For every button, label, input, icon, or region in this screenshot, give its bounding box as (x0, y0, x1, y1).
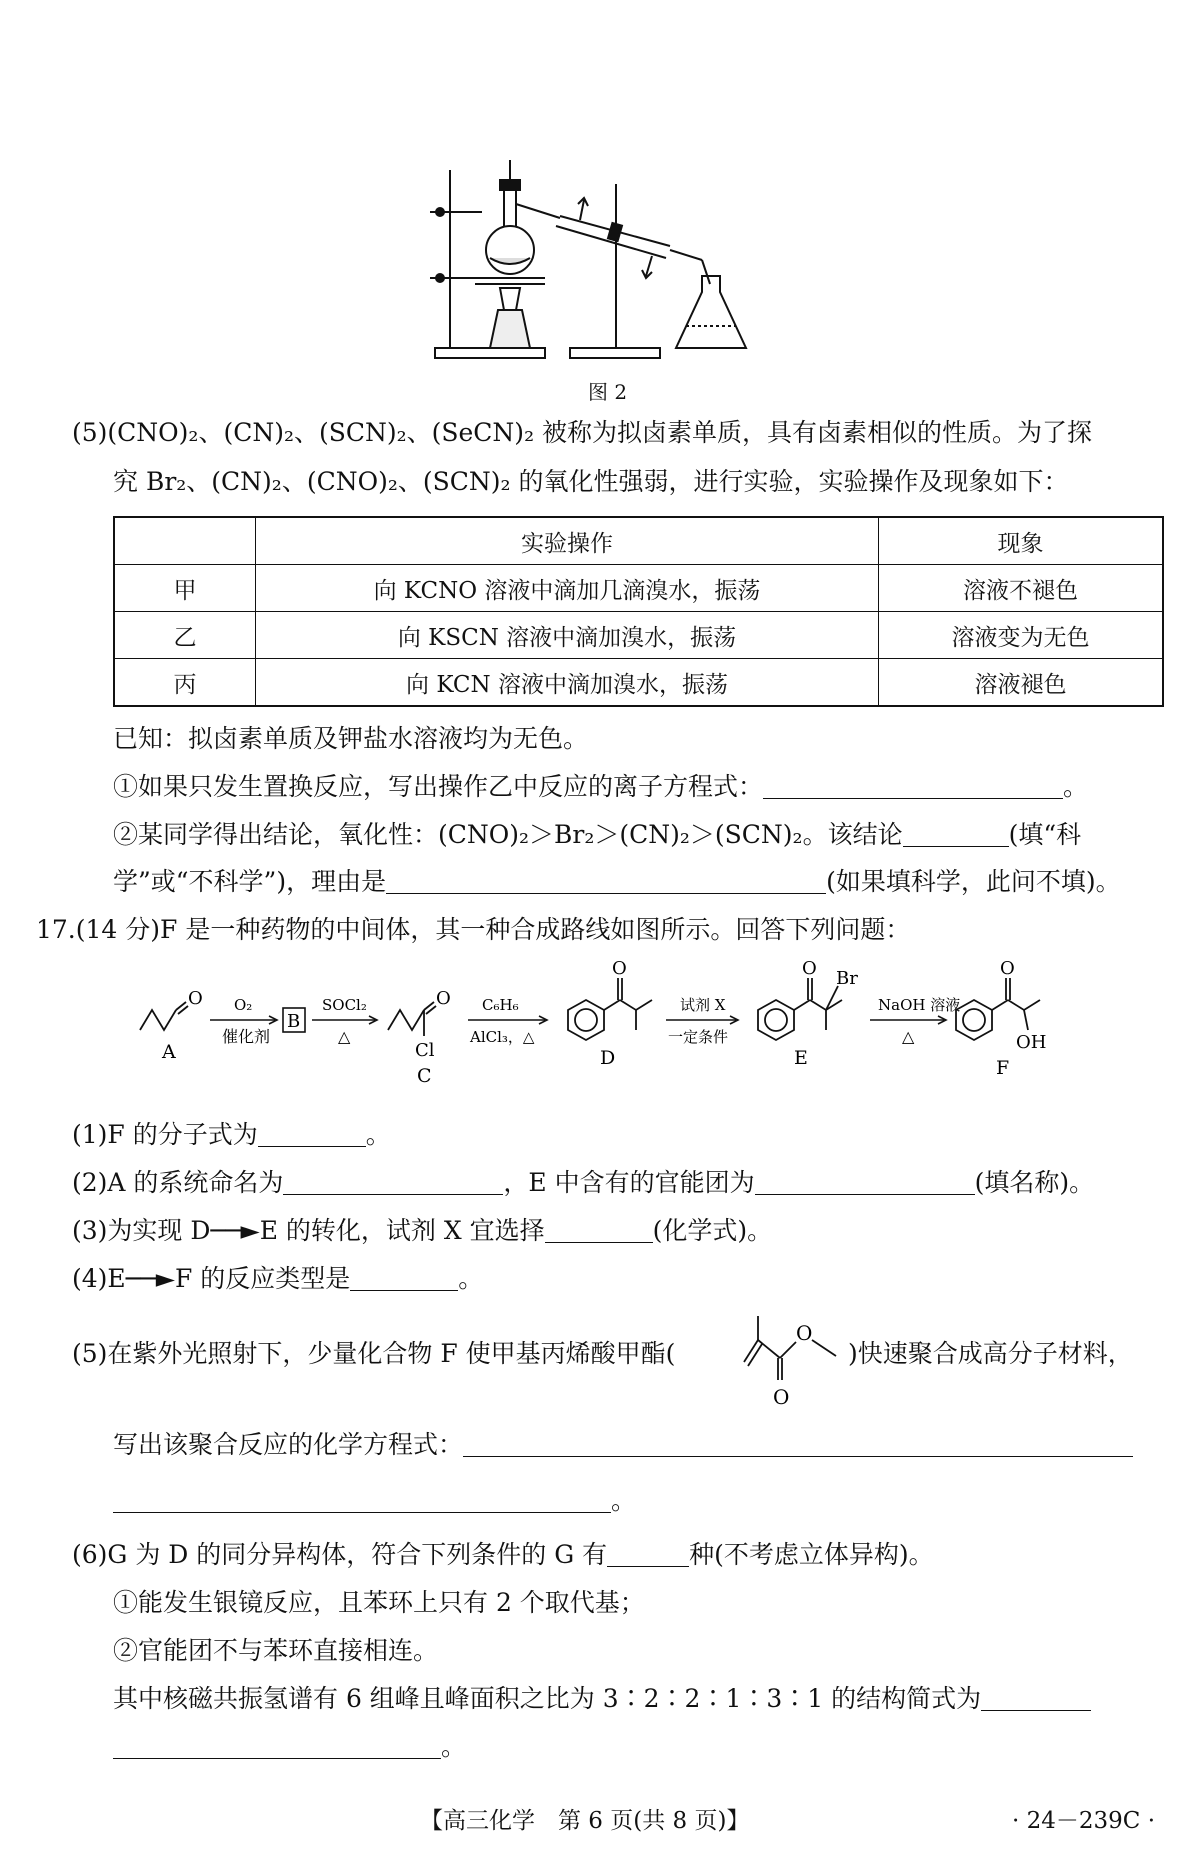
q17-condition2: ②官能团不与苯环直接相连。 (113, 1636, 439, 1665)
arrow-reagent-bottom: △ (902, 1027, 915, 1046)
label-C: C (417, 1065, 432, 1087)
answer-blank[interactable] (463, 1432, 1133, 1457)
arrow-reagent-top: C₆H₆ (482, 996, 519, 1014)
arrow-reagent-top: O₂ (234, 996, 253, 1014)
table-cell: 丙 (114, 659, 256, 707)
arrow-reagent-bottom: 一定条件 (668, 1028, 729, 1046)
arrow-reagent-bottom: AlCl₃，△ (470, 1028, 535, 1046)
part5-line2-text: 写出该聚合反应的化学方程式： (113, 1430, 464, 1459)
q17-part5-line3 (113, 1484, 636, 1518)
part2-a: (2)A 的系统命名为 (72, 1168, 284, 1197)
part6-a: (6)G 为 D 的同分异构体，符合下列条件的 G 有 (72, 1540, 608, 1569)
atom-o: O (612, 958, 627, 979)
part1-end: 。 (365, 1120, 391, 1149)
table-cell: 溶液变为无色 (879, 612, 1164, 659)
q17-part3 (72, 1214, 772, 1248)
answer-blank[interactable] (903, 822, 1009, 847)
arrow-reagent-bottom: △ (338, 1027, 351, 1046)
atom-o: O (796, 1321, 813, 1345)
table-cell: 甲 (114, 565, 256, 612)
table-row (114, 659, 1163, 707)
atom-o: O (188, 988, 203, 1009)
part3-b: (化学式)。 (652, 1216, 773, 1245)
atom-oh: OH (1016, 1032, 1047, 1053)
table-cell: 向 KSCN 溶液中滴加溴水，振荡 (256, 612, 879, 659)
sub1-end: 。 (1063, 772, 1089, 801)
answer-blank[interactable] (350, 1266, 458, 1291)
part4-end: 。 (458, 1264, 484, 1293)
answer-blank[interactable] (981, 1686, 1091, 1711)
answer-blank[interactable] (763, 774, 1063, 799)
part6-end: 。 (441, 1732, 467, 1761)
exam-code: · 24－239C · (1012, 1808, 1156, 1834)
known-info: 已知：拟卤素单质及钾盐水溶液均为无色。 (113, 724, 589, 753)
label-E: E (794, 1047, 808, 1069)
answer-blank[interactable] (545, 1218, 653, 1243)
atom-br: Br (836, 968, 858, 989)
arrow-reagent-top: 试剂 X (680, 996, 726, 1014)
q17-part6-line2 (113, 1730, 466, 1764)
answer-blank[interactable] (113, 1734, 441, 1759)
part1-text: (1)F 的分子式为 (72, 1120, 258, 1149)
sub2-line2-a: 学”或“不科学”)，理由是 (113, 867, 387, 896)
atom-o: O (436, 988, 451, 1009)
answer-blank[interactable] (283, 1170, 503, 1195)
label-D: D (600, 1047, 616, 1069)
table-cell: 乙 (114, 612, 256, 659)
sub1-text: ①如果只发生置换反应，写出操作乙中反应的离子方程式： (113, 772, 764, 801)
q17-part5-b: )快速聚合成高分子材料， (848, 1339, 1133, 1368)
q17-condition1: ①能发生银镜反应，且苯环上只有 2 个取代基； (113, 1588, 645, 1617)
part3-a: (3)为实现 D──►E 的转化，试剂 X 宜选择 (72, 1216, 545, 1245)
table-header-cell: 实验操作 (256, 517, 879, 565)
answer-blank[interactable] (386, 869, 826, 894)
table-cell: 向 KCN 溶液中滴加溴水，振荡 (256, 659, 879, 707)
atom-o: O (802, 958, 817, 979)
answer-blank[interactable] (607, 1542, 689, 1567)
q16-5-intro-line2: 究 Br₂、(CN)₂、(CNO)₂、(SCN)₂ 的氧化性强弱，进行实验，实验操作及现象如下： (113, 467, 1069, 496)
q17-part5-line2 (113, 1428, 1133, 1462)
sub2-tail: (填“科 (1008, 820, 1082, 849)
arrow-reagent-top: SOCl₂ (322, 996, 367, 1014)
table-cell: 溶液褪色 (879, 659, 1164, 707)
part2-b: ，E 中含有的官能团为 (503, 1168, 755, 1197)
label-F: F (996, 1057, 1010, 1079)
page-footer: 【高三化学 第 6 页(共 8 页)】 (420, 1808, 750, 1834)
label-B: B (287, 1011, 301, 1032)
synthesis-scheme (130, 958, 1110, 1118)
answer-blank[interactable] (113, 1488, 611, 1513)
q16-5-sub1 (113, 770, 1088, 804)
q17-part6 (72, 1538, 934, 1572)
q17-title: 17.(14 分)F 是一种药物的中间体，其一种合成路线如图所示。回答下列问题： (36, 915, 911, 944)
part6-nmr-text: 其中核磁共振氢谱有 6 组峰且峰面积之比为 3∶2∶2∶1∶3∶1 的结构简式为 (113, 1684, 982, 1713)
q17-part1 (72, 1118, 391, 1152)
q17-part5-a: (5)在紫外光照射下，少量化合物 F 使甲基丙烯酸甲酯( (72, 1339, 676, 1368)
answer-blank[interactable] (258, 1122, 366, 1147)
atom-o: O (1000, 958, 1015, 979)
table-row (114, 612, 1163, 659)
q17-part2 (72, 1166, 1094, 1200)
figure-caption: 图 2 (588, 380, 628, 404)
table-cell: 向 KCNO 溶液中滴加几滴溴水，振荡 (256, 565, 879, 612)
answer-blank[interactable] (755, 1170, 975, 1195)
part4-a: (4)E──►F 的反应类型是 (72, 1264, 351, 1293)
methyl-methacrylate-structure (736, 1310, 848, 1410)
table-header-cell: 现象 (879, 517, 1164, 565)
q16-5-sub2 (113, 818, 1081, 852)
part6-b: 种(不考虑立体异构)。 (689, 1540, 934, 1569)
distillation-apparatus-figure (420, 160, 780, 370)
q17-part4 (72, 1262, 483, 1296)
part2-c: (填名称)。 (974, 1168, 1095, 1197)
table-header-cell (114, 517, 256, 565)
q17-part6-nmr (113, 1682, 1091, 1716)
table-cell: 溶液不褪色 (879, 565, 1164, 612)
atom-cl: Cl (415, 1040, 435, 1061)
label-A: A (162, 1041, 176, 1063)
arrow-reagent-top: NaOH 溶液 (878, 996, 961, 1014)
sub2-text: ②某同学得出结论，氧化性：(CNO)₂＞Br₂＞(CN)₂＞(SCN)₂。该结论 (113, 820, 903, 849)
sub2-line2-b: (如果填科学，此问不填)。 (826, 867, 1121, 896)
q16-5-intro-line1: (5)(CNO)₂、(CN)₂、(SCN)₂、(SeCN)₂ 被称为拟卤素单质，具有卤素相似的性质。为了探 (72, 418, 1093, 447)
table-row (114, 565, 1163, 612)
q16-5-sub2-line2 (113, 865, 1121, 899)
arrow-reagent-bottom: 催化剂 (222, 1027, 271, 1046)
part5-end: 。 (611, 1486, 637, 1515)
experiment-table (113, 516, 1164, 707)
table-header-row (114, 517, 1163, 565)
atom-o: O (773, 1385, 790, 1409)
